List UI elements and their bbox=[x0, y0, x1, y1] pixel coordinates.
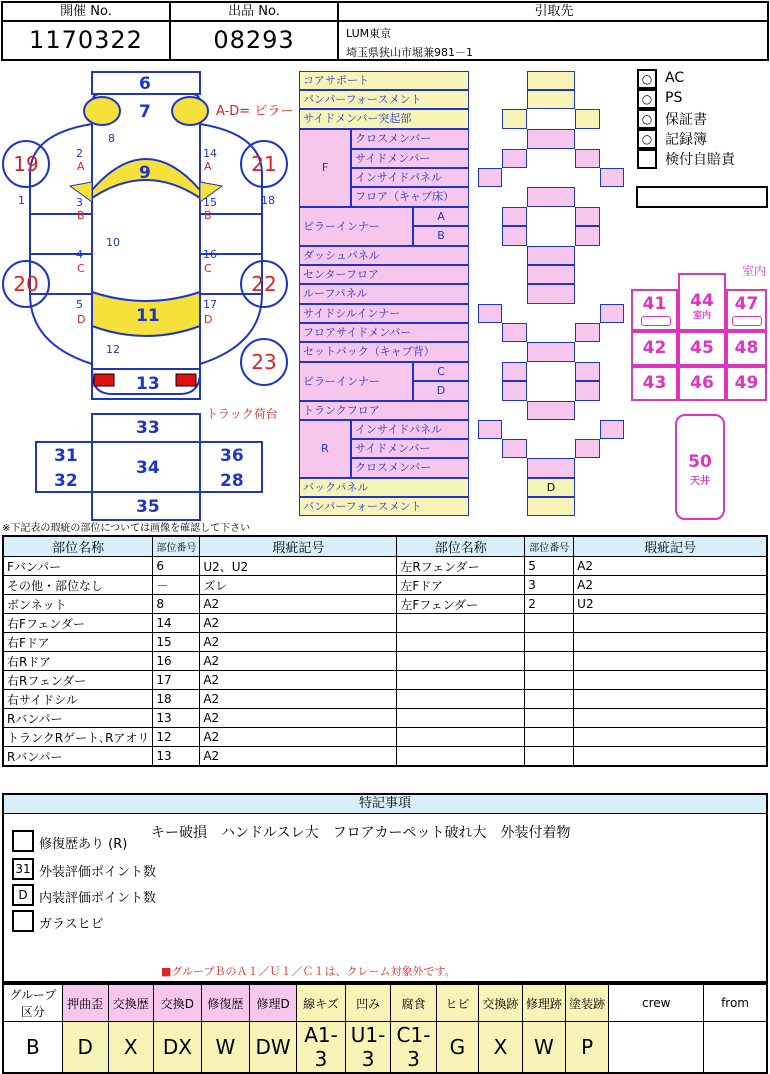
damage-cell bbox=[525, 671, 574, 690]
damage-cell: A2 bbox=[200, 671, 397, 690]
mark-pillar-c-l bbox=[502, 362, 527, 381]
record-checkbox[interactable]: ○ bbox=[637, 129, 657, 149]
damage-cell: 17 bbox=[153, 671, 200, 690]
part-cross-member-f: クロスメンバー bbox=[351, 129, 469, 149]
damage-row bbox=[3, 709, 767, 728]
grade-header: グループ区分 bbox=[3, 984, 62, 1022]
grade-header: 交換歴 bbox=[108, 984, 153, 1022]
damage-cell: 右サイドシル bbox=[3, 690, 153, 709]
insurance-label: 検付自賠責 bbox=[665, 152, 735, 168]
hikitori-cell bbox=[339, 3, 769, 59]
tire-21: 21 bbox=[240, 140, 288, 188]
damage-row bbox=[3, 690, 767, 709]
interior-41: 41 bbox=[631, 289, 678, 331]
damage-cell: A2 bbox=[574, 557, 767, 576]
damage-row bbox=[3, 633, 767, 652]
zone-13: 13 bbox=[136, 374, 160, 394]
damage-cell: 16 bbox=[153, 652, 200, 671]
grade-value: G bbox=[436, 1022, 478, 1074]
part-pillar-d: D bbox=[413, 381, 469, 401]
damage-cell: 6 bbox=[153, 557, 200, 576]
interior-47: 47 bbox=[726, 289, 767, 331]
part-floor-side-member: フロアサイドメンバー bbox=[299, 323, 469, 342]
interior-44-sub: 室内 bbox=[692, 311, 711, 321]
part-side-sill-inner: サイドシルインナー bbox=[299, 304, 469, 323]
pillar-b-left: B bbox=[77, 209, 85, 222]
repair-checkbox[interactable] bbox=[12, 830, 34, 852]
part-core-support: コアサポート bbox=[299, 71, 469, 90]
grade-header: 線キズ bbox=[297, 984, 346, 1022]
interior-46: 46 bbox=[678, 366, 726, 401]
header-box bbox=[1, 1, 769, 61]
zone-5: 5 bbox=[76, 298, 83, 311]
zone-2: 2 bbox=[76, 147, 83, 160]
kaijo-number: 1170322 bbox=[29, 26, 143, 54]
damage-cell: A2 bbox=[200, 728, 397, 747]
damage-cell: 右Fドア bbox=[3, 633, 153, 652]
truck-label: トラック荷台 bbox=[206, 407, 278, 421]
mark-floor-cab bbox=[527, 187, 575, 207]
damage-cell: 右Fフェンダー bbox=[3, 614, 153, 633]
grade-value: B bbox=[3, 1022, 62, 1074]
interior-42: 42 bbox=[631, 331, 678, 366]
damage-cell: A2 bbox=[200, 614, 397, 633]
part-roof-panel: ルーフパネル bbox=[299, 284, 469, 304]
col-header: 瑕疵記号 bbox=[200, 536, 397, 557]
damage-cell: トランクRゲート､Rアオリ bbox=[3, 728, 153, 747]
repair-label: 修復歴あり (R) bbox=[39, 837, 128, 852]
damage-cell bbox=[574, 614, 767, 633]
grade-value-row bbox=[3, 1022, 767, 1074]
mark-side-member-f-r bbox=[575, 149, 600, 168]
part-cross-member-r: クロスメンバー bbox=[351, 458, 469, 478]
part-pillar-inner-1: ピラーインナー bbox=[299, 207, 413, 246]
zone-9: 9 bbox=[139, 163, 151, 183]
mark-pillar-b-l bbox=[502, 226, 527, 246]
warranty-label: 保証書 bbox=[665, 112, 707, 128]
zone-8: 8 bbox=[108, 132, 115, 145]
bed-32: 32 bbox=[54, 471, 78, 491]
damage-cell: A2 bbox=[200, 633, 397, 652]
damage-row bbox=[3, 747, 767, 767]
tire-20: 20 bbox=[2, 260, 50, 308]
damage-cell bbox=[525, 633, 574, 652]
mark-inside-panel-f-l bbox=[478, 168, 502, 187]
bed-33: 33 bbox=[136, 418, 160, 438]
bed-28: 28 bbox=[220, 471, 244, 491]
mark-inside-panel-r-r bbox=[600, 420, 624, 439]
hikitori-address: 埼玉県狭山市堀兼981－1 bbox=[346, 46, 473, 59]
mark-core-support bbox=[527, 71, 575, 90]
part-side-member-f: サイドメンバー bbox=[351, 149, 469, 168]
part-f-group: F bbox=[299, 129, 351, 207]
seat-left-icon bbox=[641, 316, 671, 326]
grade-value: C1-3 bbox=[391, 1022, 436, 1074]
interior-44-num: 44 bbox=[690, 291, 714, 311]
mark-side-member-r-r bbox=[575, 439, 600, 458]
mark-pillar-a-l bbox=[502, 207, 527, 226]
damage-cell: 13 bbox=[153, 709, 200, 728]
damage-note: ※下記表の瑕疵の部位については画像を確認して下さい bbox=[2, 523, 251, 534]
grade-header: crew bbox=[609, 984, 704, 1022]
damage-cell: A2 bbox=[200, 652, 397, 671]
damage-cell: A2 bbox=[574, 576, 767, 595]
zone-4: 4 bbox=[76, 248, 83, 261]
ac-label: AC bbox=[665, 70, 685, 86]
grade-table bbox=[2, 983, 768, 1074]
part-side-member-tip: サイドメンバー突起部 bbox=[299, 109, 469, 129]
damage-cell bbox=[397, 728, 525, 747]
part-setback: セットバック（キャブ背） bbox=[299, 342, 469, 362]
grade-header: 交換跡 bbox=[479, 984, 523, 1022]
glass-crack-label: ガラスヒビ bbox=[39, 917, 104, 932]
interior-45: 45 bbox=[678, 331, 726, 366]
damage-cell: 8 bbox=[153, 595, 200, 614]
grade-value: A1-3 bbox=[297, 1022, 346, 1074]
bed-36: 36 bbox=[220, 446, 244, 466]
damage-cell bbox=[397, 633, 525, 652]
damage-cell: ズレ bbox=[200, 576, 397, 595]
mark-side-tip-l bbox=[502, 109, 527, 129]
bed-35: 35 bbox=[136, 497, 160, 517]
pillar-b-right: B bbox=[204, 209, 212, 222]
damage-cell: 左Rフェンダー bbox=[397, 557, 525, 576]
mark-floor-side-r bbox=[575, 323, 600, 342]
kaijo-cell bbox=[3, 3, 171, 59]
warranty-checkbox[interactable]: ○ bbox=[637, 109, 657, 129]
pillar-a-left: A bbox=[77, 160, 85, 173]
pillar-note: A-D= ピラー bbox=[216, 104, 294, 119]
damage-cell bbox=[525, 728, 574, 747]
ext-points-box[interactable]: 31 bbox=[12, 858, 34, 880]
kaijo-label: 開催 No. bbox=[3, 3, 169, 22]
damage-cell: A2 bbox=[200, 709, 397, 728]
part-trunk-floor: トランクフロア bbox=[299, 401, 469, 420]
damage-cell: ボンネット bbox=[3, 595, 153, 614]
mark-inside-panel-r-l bbox=[478, 420, 502, 439]
pillar-c-right: C bbox=[204, 262, 212, 275]
mark-center-floor bbox=[527, 265, 575, 284]
part-center-floor: センターフロア bbox=[299, 265, 469, 284]
zone-15: 15 bbox=[203, 196, 217, 209]
hikitori-name: LUM東京 bbox=[346, 27, 392, 40]
ext-points-label: 外装評価ポイント数 bbox=[39, 865, 157, 880]
mark-floor-side-l bbox=[502, 323, 527, 342]
damage-row bbox=[3, 595, 767, 614]
damage-cell bbox=[574, 690, 767, 709]
zone-18: 18 bbox=[261, 194, 275, 207]
damage-row bbox=[3, 671, 767, 690]
damage-cell bbox=[574, 747, 767, 767]
mark-side-sill-l bbox=[478, 304, 502, 323]
mark-cross-member-f bbox=[527, 129, 575, 149]
ceiling-50-sub: 天井 bbox=[690, 476, 710, 487]
grade-header: 凹み bbox=[345, 984, 390, 1022]
mark-dash-panel bbox=[527, 246, 575, 265]
special-text: キー破損 ハンドルスレ大 フロアカーペット破れ大 外装付着物 bbox=[151, 825, 571, 841]
damage-cell bbox=[397, 690, 525, 709]
damage-cell bbox=[574, 709, 767, 728]
shuppin-number: 08293 bbox=[213, 26, 295, 54]
part-dash-panel: ダッシュパネル bbox=[299, 246, 469, 265]
mark-side-tip-r bbox=[575, 109, 600, 129]
damage-row bbox=[3, 576, 767, 595]
grade-header-row bbox=[3, 984, 767, 1022]
damage-cell: 2 bbox=[525, 595, 574, 614]
hikitori-label: 引取先 bbox=[339, 3, 769, 22]
grade-header: from bbox=[704, 984, 767, 1022]
col-header: 部位名称 bbox=[3, 536, 153, 557]
ps-checkbox[interactable]: ○ bbox=[637, 89, 657, 109]
damage-cell: 12 bbox=[153, 728, 200, 747]
zone-12: 12 bbox=[106, 343, 120, 356]
damage-cell bbox=[397, 709, 525, 728]
tire-19: 19 bbox=[2, 140, 50, 188]
damage-cell: 右Rフェンダー bbox=[3, 671, 153, 690]
damage-cell bbox=[525, 690, 574, 709]
shuppin-cell bbox=[171, 3, 339, 59]
damage-row bbox=[3, 614, 767, 633]
mark-pillar-c-r bbox=[575, 362, 600, 381]
grade-value bbox=[609, 1022, 704, 1074]
damage-cell: A2 bbox=[200, 595, 397, 614]
mark-pillar-d-r bbox=[575, 381, 600, 401]
damage-cell bbox=[574, 728, 767, 747]
damage-table-header bbox=[3, 536, 767, 557]
claim-note: ■グループＢのＡ１／Ｕ１／Ｃ１は、クレーム対象外です。 bbox=[161, 965, 456, 978]
special-title: 特記事項 bbox=[4, 795, 766, 814]
interior-43: 43 bbox=[631, 366, 678, 401]
grade-header: 修理D bbox=[249, 984, 296, 1022]
seat-right-icon bbox=[732, 316, 762, 326]
col-header: 部位名称 bbox=[397, 536, 525, 557]
damage-cell bbox=[525, 709, 574, 728]
left-tail-light bbox=[94, 374, 114, 386]
damage-cell bbox=[574, 652, 767, 671]
mark-pillar-b-r bbox=[575, 226, 600, 246]
mark-bumper-force-f bbox=[527, 90, 575, 109]
part-bumper-force-r: バンパーフォースメント bbox=[299, 497, 469, 516]
interior-49: 49 bbox=[726, 366, 767, 401]
zone-3: 3 bbox=[76, 196, 83, 209]
zone-16: 16 bbox=[203, 248, 217, 261]
right-mirror bbox=[172, 97, 208, 125]
grade-value: X bbox=[108, 1022, 153, 1074]
damage-row bbox=[3, 652, 767, 671]
part-inside-panel-f: インサイドパネル bbox=[351, 168, 469, 187]
grade-header: 腐食 bbox=[391, 984, 436, 1022]
grade-header: 交換D bbox=[153, 984, 201, 1022]
right-tail-light bbox=[176, 374, 196, 386]
special-notes-box bbox=[2, 793, 768, 983]
options-blank-field bbox=[636, 186, 768, 208]
zone-10: 10 bbox=[106, 236, 120, 249]
damage-cell bbox=[397, 614, 525, 633]
mark-pillar-d-l bbox=[502, 381, 527, 401]
damage-cell: 15 bbox=[153, 633, 200, 652]
back-panel-mark: D bbox=[546, 481, 556, 494]
ac-checkbox[interactable]: ○ bbox=[637, 69, 657, 89]
part-pillar-a: A bbox=[413, 207, 469, 226]
room-label: 室内 bbox=[742, 264, 767, 278]
mark-inside-panel-f-r bbox=[600, 168, 624, 187]
grade-value: W bbox=[522, 1022, 565, 1074]
left-mirror bbox=[84, 97, 120, 125]
part-pillar-b: B bbox=[413, 226, 469, 246]
damage-cell bbox=[397, 747, 525, 767]
grade-value: DW bbox=[249, 1022, 296, 1074]
part-bumper-force-f: バンパーフォースメント bbox=[299, 90, 469, 109]
pillar-d-right: D bbox=[204, 313, 213, 326]
damage-cell bbox=[574, 633, 767, 652]
grade-header: 塗装跡 bbox=[565, 984, 608, 1022]
mark-side-sill-r bbox=[600, 304, 624, 323]
damage-cell: Rバンパー bbox=[3, 747, 153, 767]
grade-value: D bbox=[62, 1022, 108, 1074]
damage-cell: A2 bbox=[200, 690, 397, 709]
grade-header: 修復歴 bbox=[201, 984, 249, 1022]
damage-cell: A2 bbox=[200, 747, 397, 767]
record-label: 記録簿 bbox=[665, 132, 707, 148]
mark-side-member-r-l bbox=[502, 439, 527, 458]
pillar-c-left: C bbox=[77, 262, 85, 275]
grade-value: X bbox=[479, 1022, 523, 1074]
zone-1: 1 bbox=[18, 194, 25, 207]
damage-cell: － bbox=[153, 576, 200, 595]
damage-cell: Fバンパー bbox=[3, 557, 153, 576]
damage-cell: 5 bbox=[525, 557, 574, 576]
damage-cell: 左Fフェンダー bbox=[397, 595, 525, 614]
damage-cell: その他・部位なし bbox=[3, 576, 153, 595]
part-side-member-r: サイドメンバー bbox=[351, 439, 469, 458]
interior-44 bbox=[678, 273, 726, 331]
grade-header: ヒビ bbox=[436, 984, 478, 1022]
ceiling-50 bbox=[675, 414, 725, 520]
bed-31: 31 bbox=[54, 446, 78, 466]
damage-cell bbox=[574, 671, 767, 690]
mark-cross-member-r bbox=[527, 458, 575, 478]
damage-table bbox=[2, 535, 768, 767]
part-floor-cab: フロア（キャブ床） bbox=[351, 187, 469, 207]
mark-setback bbox=[527, 342, 575, 362]
tire-22: 22 bbox=[240, 260, 288, 308]
damage-cell: U2 bbox=[574, 595, 767, 614]
damage-cell bbox=[397, 652, 525, 671]
mark-bumper-force-r bbox=[527, 497, 575, 516]
damage-row bbox=[3, 557, 767, 576]
mark-trunk-floor bbox=[527, 401, 575, 420]
grade-value: P bbox=[565, 1022, 608, 1074]
col-header: 部位番号 bbox=[153, 536, 200, 557]
damage-cell: 3 bbox=[525, 576, 574, 595]
grade-value: U1-3 bbox=[345, 1022, 390, 1074]
pillar-a-right: A bbox=[204, 160, 212, 173]
insurance-checkbox[interactable] bbox=[637, 149, 657, 169]
pillar-d-left: D bbox=[77, 313, 86, 326]
int-points-box[interactable]: D bbox=[12, 884, 34, 906]
mark-back-panel bbox=[527, 478, 575, 497]
grade-header: 押曲歪 bbox=[62, 984, 108, 1022]
zone-6: 6 bbox=[139, 74, 151, 94]
zone-14: 14 bbox=[203, 147, 217, 160]
zone-7: 7 bbox=[139, 102, 151, 122]
part-pillar-c: C bbox=[413, 362, 469, 381]
ceiling-50-num: 50 bbox=[688, 452, 712, 472]
part-back-panel: バックパネル bbox=[299, 478, 469, 497]
damage-cell bbox=[397, 671, 525, 690]
part-r-group: R bbox=[299, 420, 351, 478]
damage-cell: 18 bbox=[153, 690, 200, 709]
glass-crack-checkbox[interactable] bbox=[12, 910, 34, 932]
damage-cell: 右Rドア bbox=[3, 652, 153, 671]
damage-cell: 左Fドア bbox=[397, 576, 525, 595]
ps-label: PS bbox=[665, 90, 683, 106]
mark-side-member-f-l bbox=[502, 149, 527, 168]
damage-cell bbox=[525, 747, 574, 767]
damage-cell: U2、U2 bbox=[200, 557, 397, 576]
spare-tire-23: 23 bbox=[240, 338, 288, 386]
damage-cell: 14 bbox=[153, 614, 200, 633]
interior-48: 48 bbox=[726, 331, 767, 366]
damage-cell: Rバンパー bbox=[3, 709, 153, 728]
grade-value: DX bbox=[153, 1022, 201, 1074]
int-points-label: 内装評価ポイント数 bbox=[39, 891, 157, 906]
damage-cell: 13 bbox=[153, 747, 200, 767]
grade-value: W bbox=[201, 1022, 249, 1074]
grade-value bbox=[704, 1022, 767, 1074]
mark-pillar-a-r bbox=[575, 207, 600, 226]
part-pillar-inner-2: ピラーインナー bbox=[299, 362, 413, 401]
zone-11: 11 bbox=[136, 306, 160, 326]
bed-34: 34 bbox=[136, 458, 160, 478]
grade-header: 修理跡 bbox=[522, 984, 565, 1022]
part-inside-panel-r: インサイドパネル bbox=[351, 420, 469, 439]
shuppin-label: 出品 No. bbox=[171, 3, 337, 22]
damage-row bbox=[3, 728, 767, 747]
zone-17: 17 bbox=[203, 298, 217, 311]
mark-roof-panel bbox=[527, 284, 575, 304]
damage-cell bbox=[525, 652, 574, 671]
col-header: 部位番号 bbox=[525, 536, 574, 557]
col-header: 瑕疵記号 bbox=[574, 536, 767, 557]
damage-cell bbox=[525, 614, 574, 633]
